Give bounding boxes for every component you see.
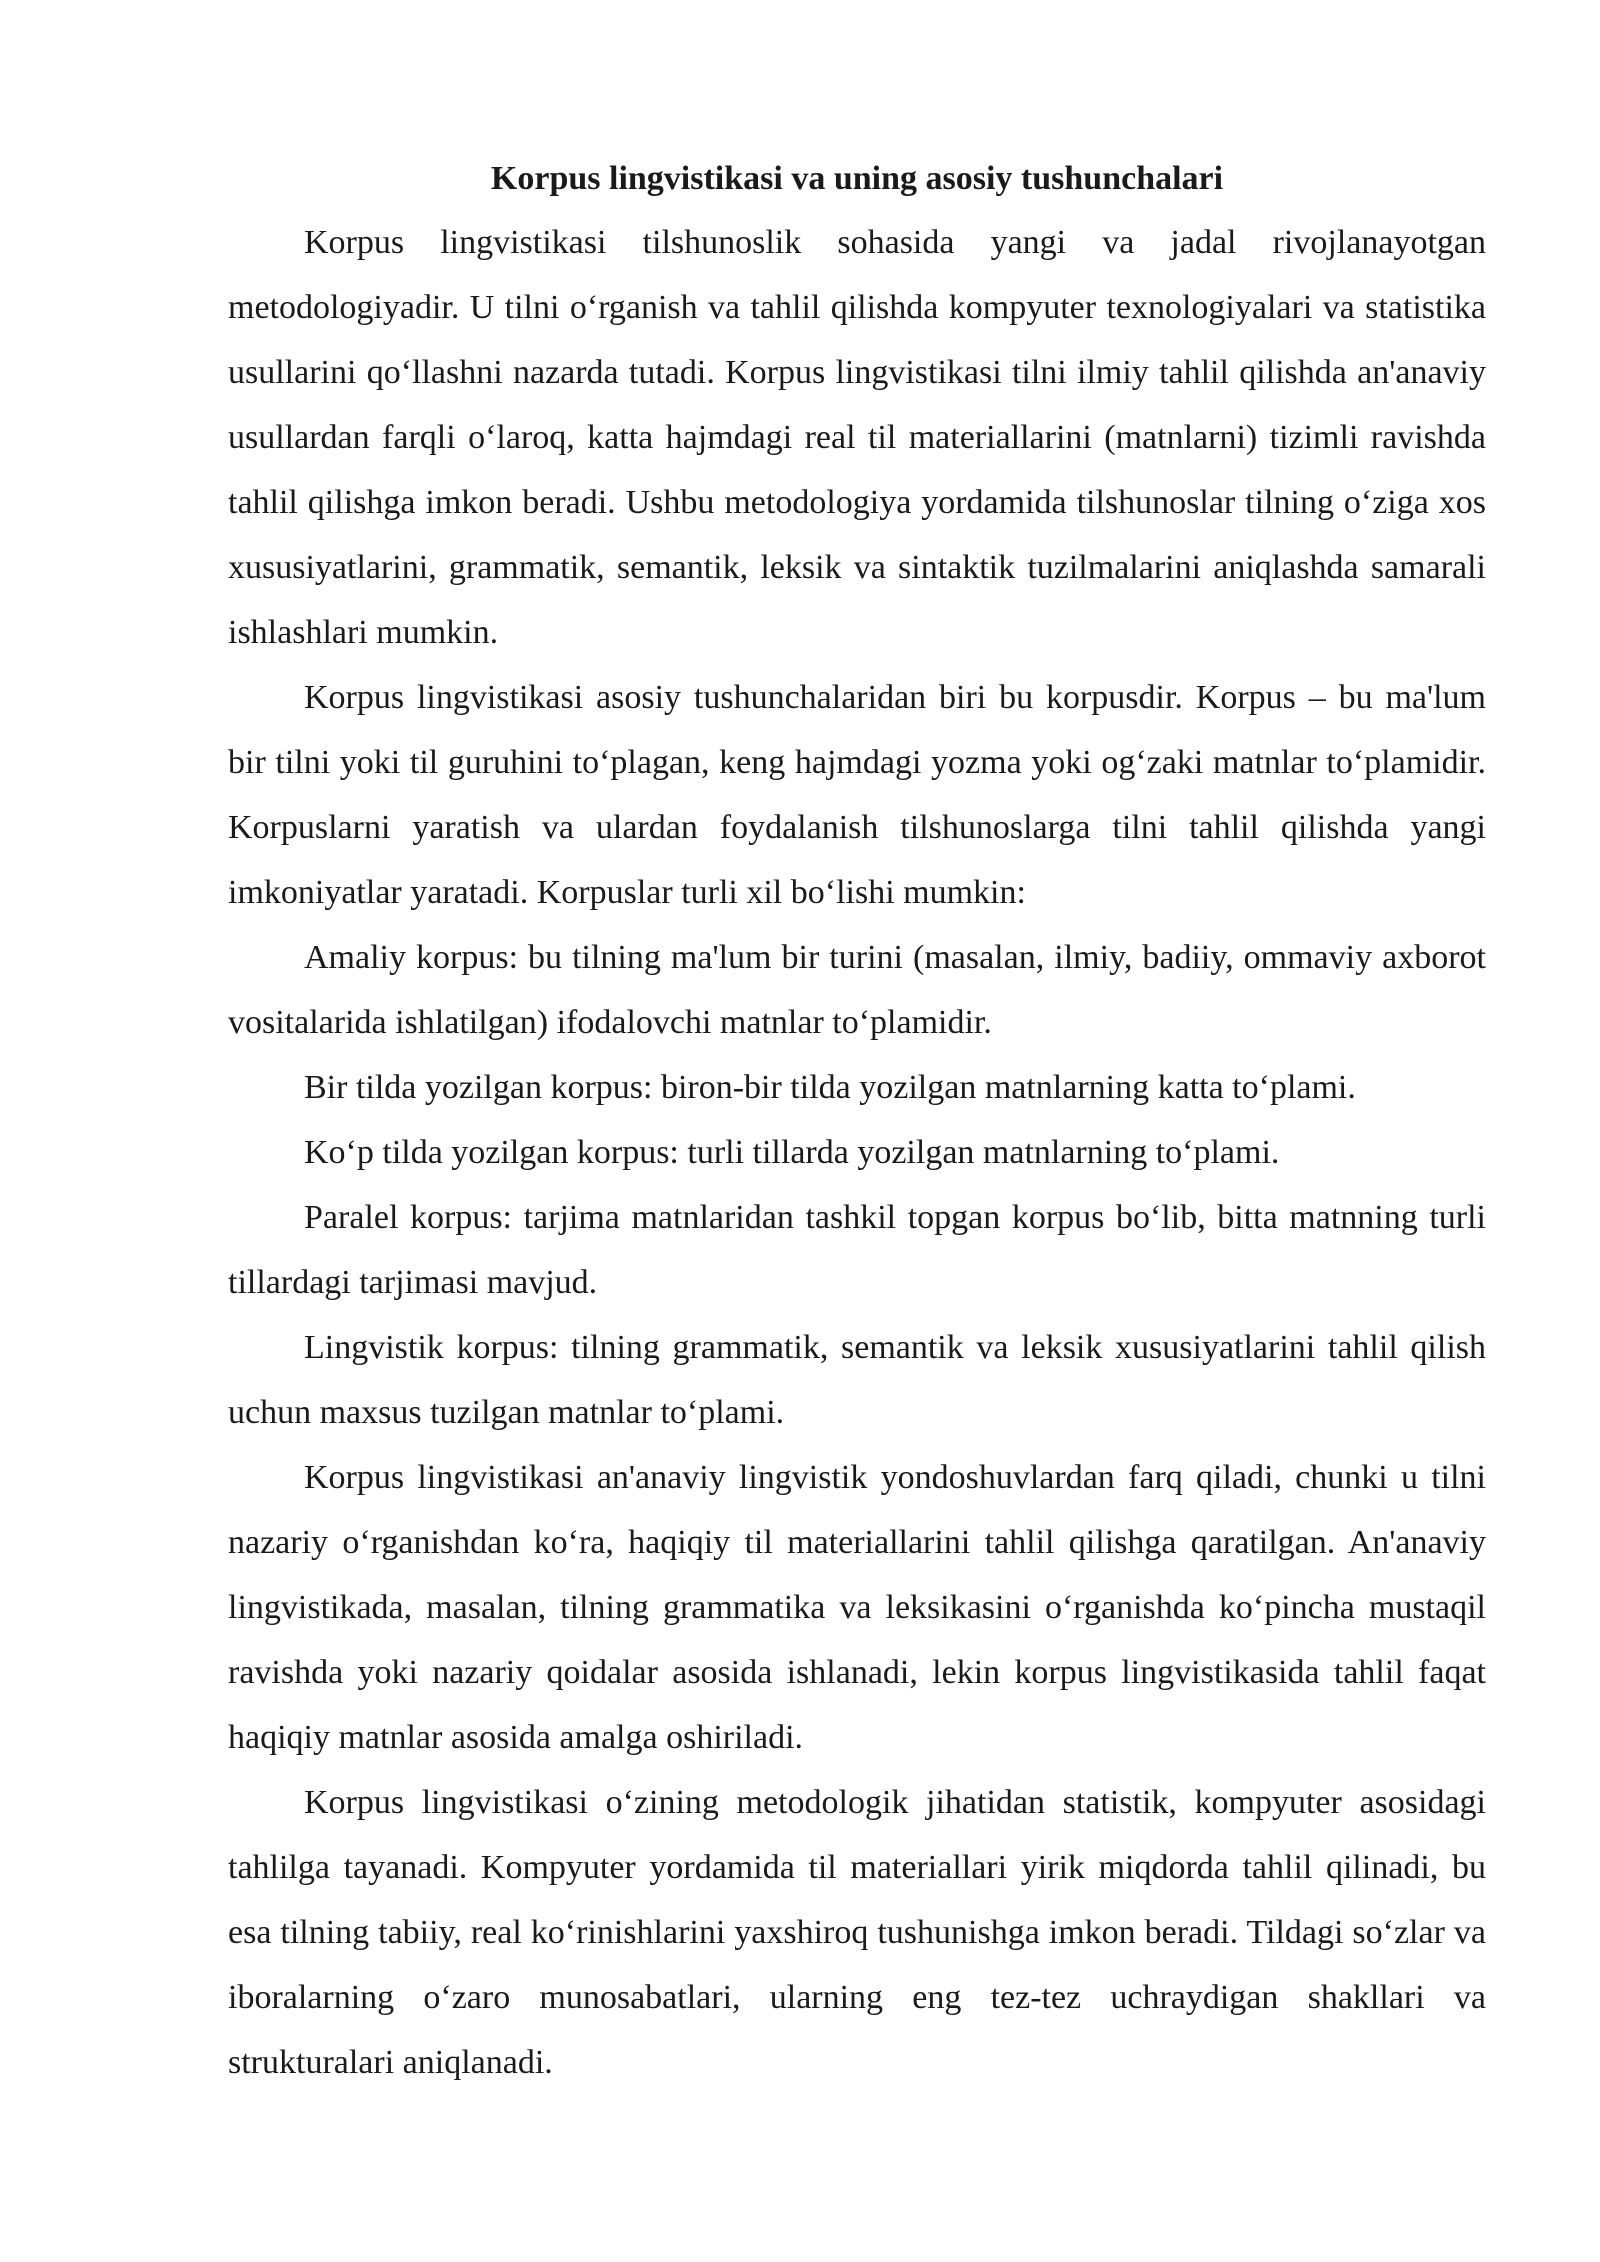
document-page (228, 148, 1486, 2095)
paragraph-traditional-comparison: Korpus lingvistikasi an'anaviy lingvistik yondoshuvlardan farq qiladi, chunki u tilni nazariy o‘rganishdan ko‘ra, haqiqiy til materiallarini tahlil qilishga qaratilgan. An'anaviy lingvistikada, masalan, tilning grammatika va leksikasini o‘rganishda ko‘pincha mustaqil ravishda yoki nazariy qoidalar asosida ishlanadi, lekin korpus lingvistikasida tahlil faqat haqiqiy matnlar asosida amalga oshiriladi. (228, 1459, 1486, 1756)
paragraph-intro: Korpus lingvistikasi tilshunoslik sohasida yangi va jadal rivojlanayotgan metodologiyadir. U tilni o‘rganish va tahlil qilishda kompyuter texnologiyalari va statistika usullarini qo‘llashni nazarda tutadi. Korpus lingvistikasi tilni ilmiy tahlil qilishda an'anaviy usullardan farqli o‘laroq, katta hajmdagi real til materiallarini (matnlarni) tizimli ravishda tahlil qilishga imkon beradi. Ushbu metodologiya yordamida tilshunoslar tilning o‘ziga xos xususiyatlarini, grammatik, semantik, leksik va sintaktik tuzilmalarini aniqlashda samarali ishlashlari mumkin. (228, 224, 1486, 651)
paragraph-parallel-corpus: Paralel korpus: tarjima matnlaridan tashkil topgan korpus bo‘lib, bitta matnning turli tillardagi tarjimasi mavjud. (228, 1199, 1486, 1301)
paragraph-corpus-definition: Korpus lingvistikasi asosiy tushunchalaridan biri bu korpusdir. Korpus – bu ma'lum bir tilni yoki til guruhini to‘plagan, keng hajmdagi yozma yoki og‘zaki matnlar to‘plamidir. Korpuslarni yaratish va ulardan foydalanish tilshunoslarga tilni tahlil qilishda yangi imkoniyatlar yaratadi. Korpuslar turli xil bo‘lishi mumkin: (228, 679, 1486, 911)
document-title: Korpus lingvistikasi va uning asosiy tushunchalari (490, 160, 1224, 197)
paragraph-monolingual-corpus: Bir tilda yozilgan korpus: biron-bir tilda yozilgan matnlarning katta to‘plami. (304, 1069, 1356, 1106)
paragraph-linguistic-corpus: Lingvistik korpus: tilning grammatik, semantik va leksik xususiyatlarini tahlil qilish uchun maxsus tuzilgan matnlar to‘plami. (228, 1329, 1486, 1431)
paragraph-multilingual-corpus: Ko‘p tilda yozilgan korpus: turli tillarda yozilgan matnlarning to‘plami. (304, 1134, 1280, 1171)
paragraph-methodology: Korpus lingvistikasi o‘zining metodologik jihatidan statistik, kompyuter asosidagi tahlilga tayanadi. Kompyuter yordamida til materiallari yirik miqdorda tahlil qilinadi, bu esa tilning tabiiy, real ko‘rinishlarini yaxshiroq tushunishga imkon beradi. Tildagi so‘zlar va iboralarning o‘zaro munosabatlari, ularning eng tez-tez uchraydigan shakllari va strukturalari aniqlanadi. (228, 1784, 1486, 2081)
paragraph-applied-corpus: Amaliy korpus: bu tilning ma'lum bir turini (masalan, ilmiy, badiiy, ommaviy axborot vositalarida ishlatilgan) ifodalovchi matnlar to‘plamidir. (228, 939, 1486, 1041)
